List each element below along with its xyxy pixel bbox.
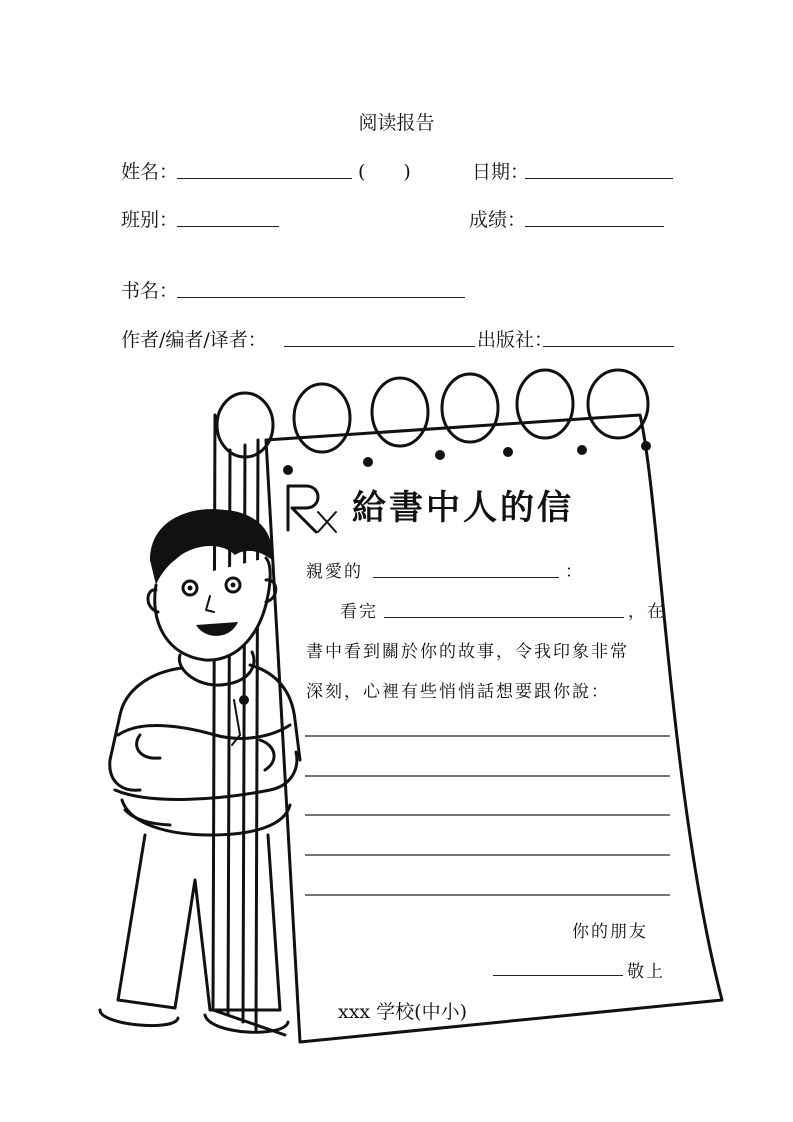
letter-line-2: 書中看到關於你的故事，令我印象非常: [306, 642, 629, 662]
book-read-field[interactable]: [384, 617, 624, 618]
book-label: 书名：: [121, 280, 179, 302]
publisher-label: 出版社：: [477, 329, 554, 351]
date-label: 日期：: [472, 161, 530, 183]
read-suffix: ，在: [628, 602, 666, 622]
letter-heading: 給書中人的信: [352, 488, 574, 528]
class-label: 班别：: [121, 209, 179, 231]
school-footer: xxx 学校(中小): [338, 1001, 468, 1023]
score-label: 成绩：: [469, 209, 527, 231]
signoff-label: 敬上: [627, 962, 665, 982]
author-label: 作者/编者/译者：: [121, 329, 267, 351]
name-paren: ( ): [358, 161, 411, 183]
salutation-label: 親愛的: [306, 562, 363, 582]
letter-line-3: 深刻，心裡有些悄悄話想要跟你說：: [306, 682, 610, 702]
salutation-colon: ：: [565, 562, 584, 582]
read-prefix: 看完: [340, 602, 378, 622]
page-title: 阅读报告: [358, 112, 435, 134]
name-label: 姓名：: [121, 161, 179, 183]
signature-field[interactable]: [493, 975, 623, 976]
recipient-field[interactable]: [373, 577, 559, 578]
closing-label: 你的朋友: [572, 922, 648, 942]
boy-figure: [100, 509, 300, 1032]
